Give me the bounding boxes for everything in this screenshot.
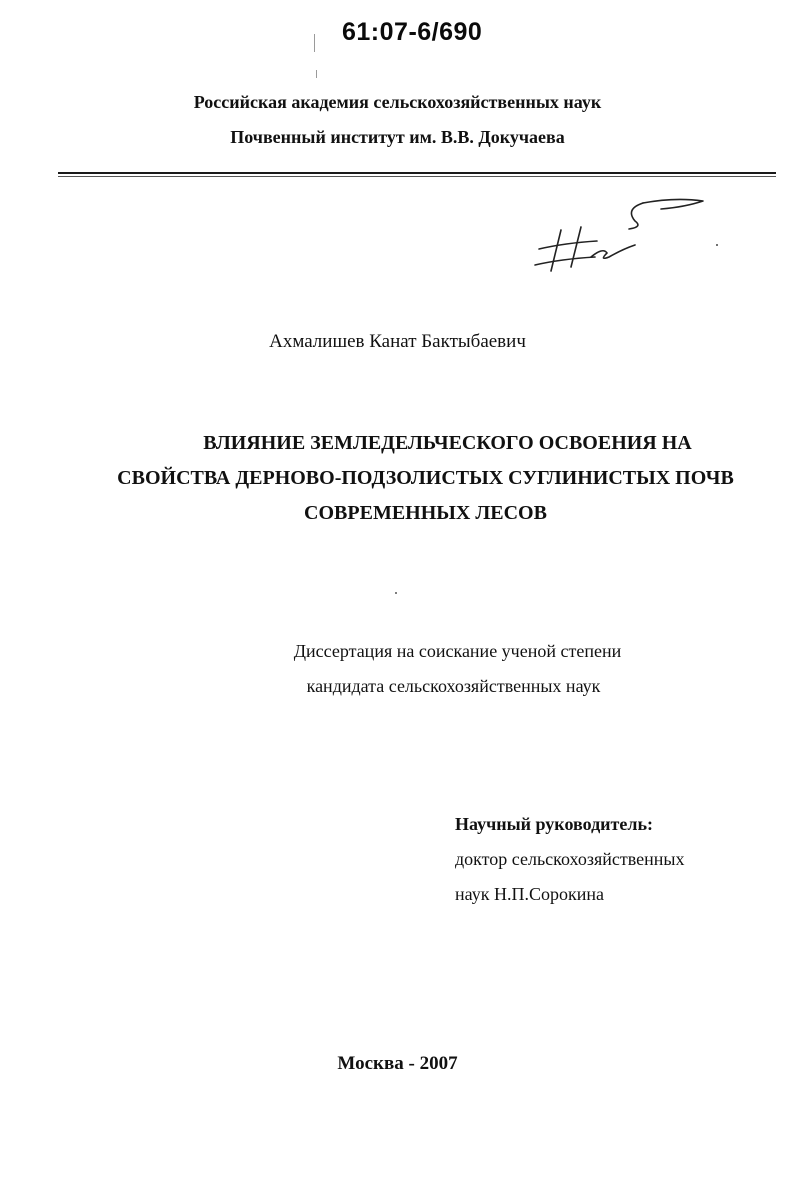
title-line: СОВРЕМЕННЫХ ЛЕСОВ — [304, 502, 547, 524]
supervisor-heading: Научный руководитель: — [455, 814, 653, 834]
scan-mark — [316, 70, 317, 78]
header-divider — [58, 172, 776, 174]
supervisor-degree: доктор сельскохозяйственных — [455, 849, 685, 869]
title-line: СВОЙСТВА ДЕРНОВО-ПОДЗОЛИСТЫХ СУГЛИНИСТЫХ ПОЧВ — [117, 467, 734, 489]
academy-name: Российская академия сельскохозяйственных наук — [193, 92, 602, 112]
institute-name: Почвенный институт им. В.В. Докучаева — [230, 127, 565, 147]
handwritten-mark — [525, 195, 725, 280]
dissertation-type: Диссертация на соискание ученой степени — [293, 641, 622, 661]
title-line: ВЛИЯНИЕ ЗЕМЛЕДЕЛЬЧЕСКОГО ОСВОЕНИЯ НА — [203, 432, 692, 454]
author-name: Ахмалишев Канат Бактыбаевич — [269, 331, 526, 352]
scan-speck — [395, 592, 397, 594]
city-year: Москва - 2007 — [337, 1053, 458, 1074]
scan-mark — [314, 34, 315, 52]
catalog-number: 61:07-6/690 — [342, 18, 483, 46]
degree-sought: кандидата сельскохозяйственных наук — [306, 676, 601, 696]
header-divider-thin — [58, 176, 776, 177]
supervisor-name: наук Н.П.Сорокина — [455, 884, 604, 904]
